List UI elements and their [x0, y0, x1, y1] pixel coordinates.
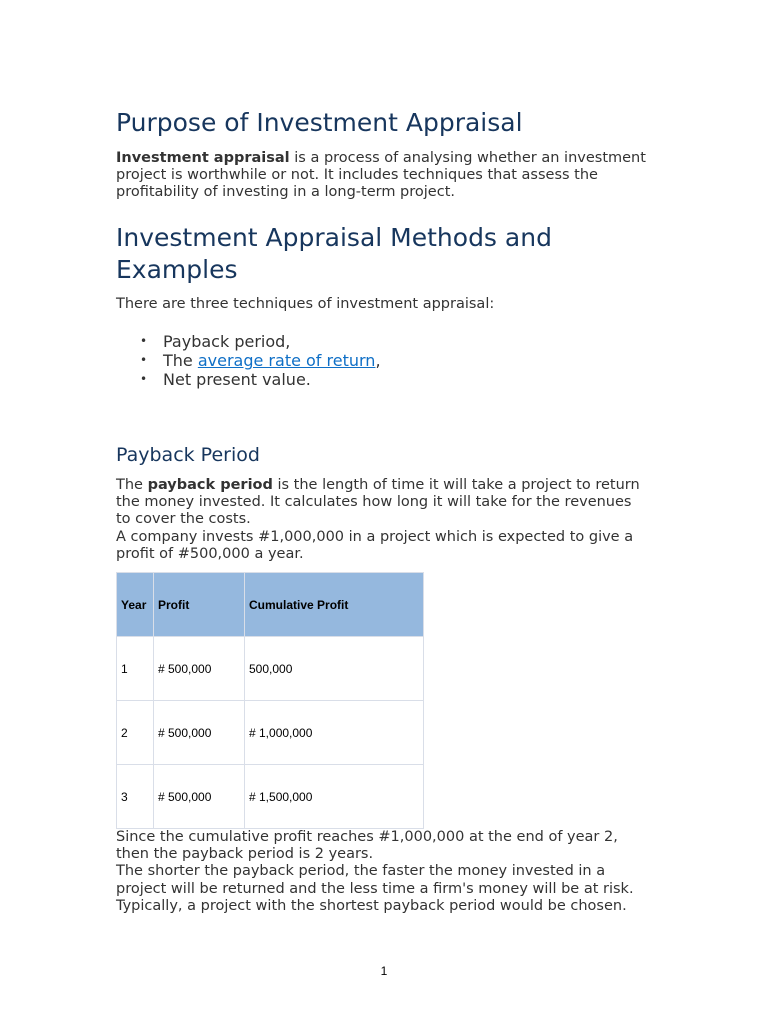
intro-paragraph [116, 150, 646, 202]
list-item-text: Payback period, [163, 332, 291, 351]
heading-purpose: Purpose of Investment Appraisal [116, 108, 523, 137]
list-item-text: Net present value. [163, 370, 311, 389]
cell-cumulative-profit: 500,000 [245, 637, 424, 701]
list-item-suffix: , [375, 351, 381, 370]
list-item [116, 370, 646, 389]
heading-payback-period: Payback Period [116, 444, 260, 466]
payback-paragraph [116, 477, 646, 563]
cell-year: 3 [117, 765, 154, 829]
cell-profit: # 500,000 [154, 765, 245, 829]
shorter-text: The shorter the payback period, the faster the money invested in a project will be returned and the less time a firm's money will be at risk. Typically, a project with the shortest payback period would be chosen. [116, 863, 634, 914]
header-year: Year [117, 573, 154, 637]
cell-profit: # 500,000 [154, 701, 245, 765]
techniques-intro: There are three techniques of investment appraisal: [116, 296, 495, 312]
cell-profit: # 500,000 [154, 637, 245, 701]
cell-year: 2 [117, 701, 154, 765]
list-item [116, 351, 646, 370]
payback-definition: is the length of time it will take a project to return the money invested. It calculates how long it will take for the revenues to cover the costs. [116, 477, 640, 528]
cell-cumulative-profit: # 1,000,000 [245, 701, 424, 765]
average-rate-of-return-link[interactable]: average rate of return [197, 351, 376, 370]
cell-year: 1 [117, 637, 154, 701]
table-row [117, 637, 424, 701]
intro-bold-term: Investment appraisal [116, 150, 290, 166]
cumulative-profit-table [116, 572, 424, 829]
list-item [116, 332, 646, 351]
table-header-row [117, 573, 424, 637]
conclusion-paragraph [116, 829, 646, 915]
heading-methods: Investment Appraisal Methods and Examples [116, 223, 552, 284]
since-text: Since the cumulative profit reaches #1,000,000 at the end of year 2, then the payback period is 2 years. [116, 829, 618, 863]
bullet-icon: • [140, 372, 148, 386]
bullet-icon: • [140, 353, 148, 367]
payback-bold-term: payback period [147, 477, 273, 493]
table-row [117, 765, 424, 829]
bullet-icon: • [140, 334, 148, 348]
intro-text: is a process of analysing whether an investment project is worthwhile or not. It includes techniques that assess the profitability of investing in a long-term project. [116, 150, 646, 201]
header-cumulative-profit: Cumulative Profit [245, 573, 424, 637]
list-item-prefix: The [163, 351, 198, 370]
payback-example: A company invests #1,000,000 in a project which is expected to give a profit of #500,000 a year. [116, 528, 634, 562]
payback-prefix: The [116, 477, 148, 493]
techniques-list [116, 332, 646, 389]
table-row [117, 701, 424, 765]
cell-cumulative-profit: # 1,500,000 [245, 765, 424, 829]
page-number: 1 [380, 964, 388, 978]
header-profit: Profit [154, 573, 245, 637]
